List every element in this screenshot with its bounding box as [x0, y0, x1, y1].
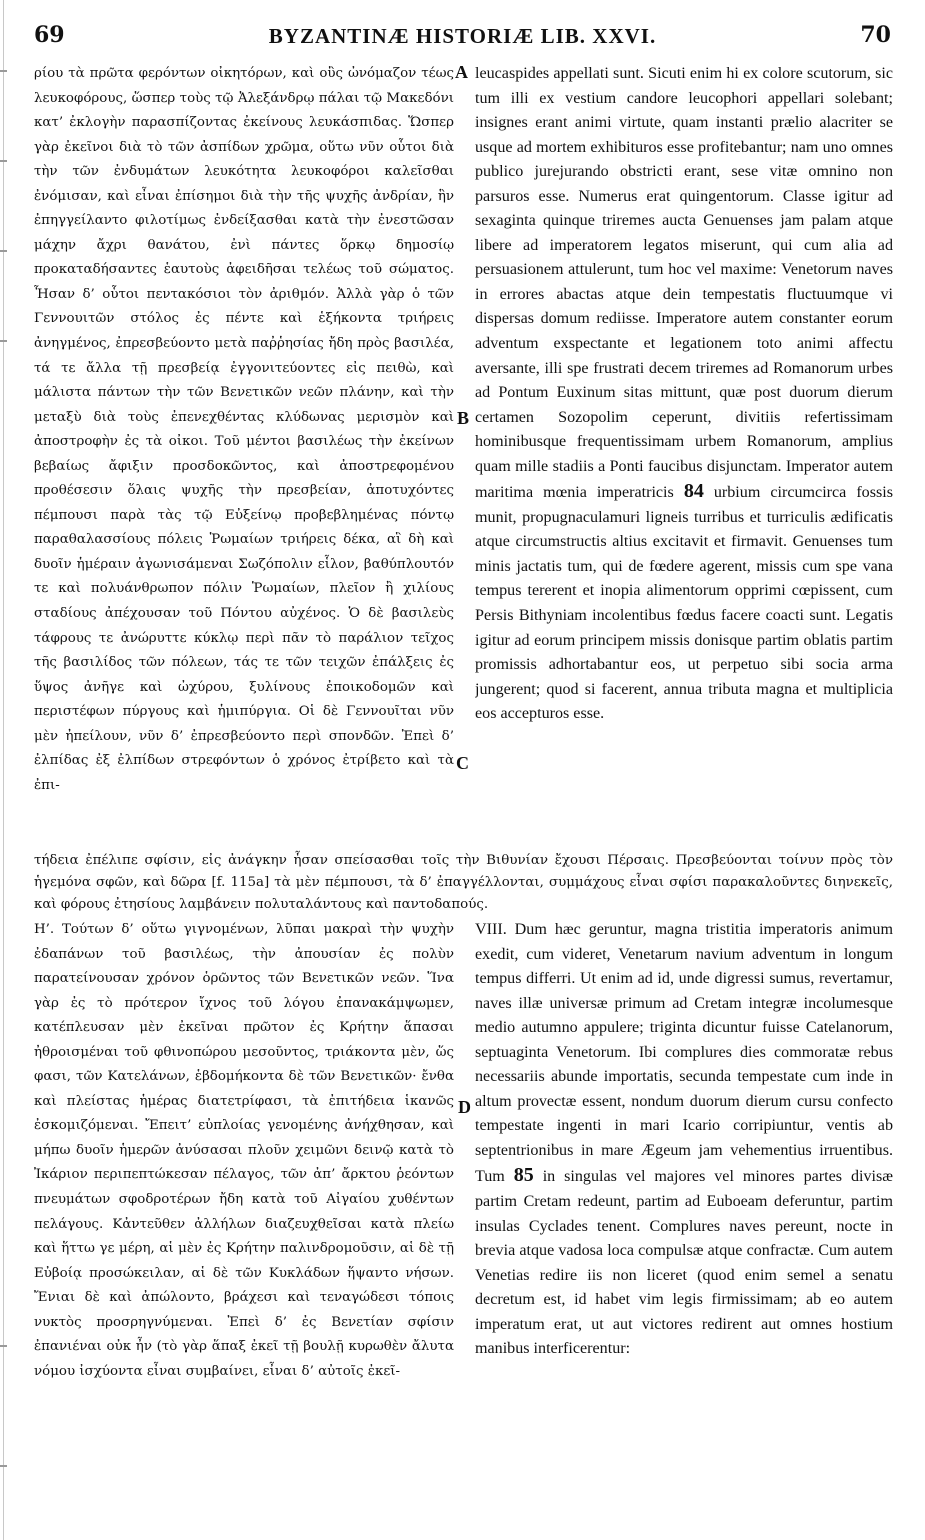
- section-marker-c: C: [456, 753, 469, 773]
- reference-number: 85: [513, 1164, 534, 1187]
- greek-column-top: [34, 62, 454, 850]
- greek-column-bottom: [34, 918, 454, 1518]
- edge-mark: [0, 340, 7, 342]
- greek-full-width-passage: [34, 850, 893, 920]
- edge-mark: [0, 160, 7, 162]
- greek-paragraph: τήδεια ἐπέλιπε σφίσιν, εἰς ἀνάγκην ἧσαν σπείσασθαι τοῖς τὴν Βιθυνίαν ἔχουσι Πέρσαις. Πρεσβεύονται τοίνυν πρὸς τὸν ἡγεμόνα σφῶν, καὶ δῶρα [f. 115a] τὰ μὲν πέμπουσι, τὰ δ’ ἐπαγγέλλονται, συμμάχους εἶναι σφίσι παρακαλοῦντες διηνεκεῖς, καὶ φόρους ἐτησίους λαμβάνειν πολυταλάντους καὶ παντοδαπούς.: [34, 853, 893, 912]
- latin-paragraph: [475, 918, 893, 1362]
- running-header: [34, 22, 891, 62]
- latin-text: in singulas vel majores vel minores partes divisæ partim Cretam redeunt, partim ad Euboeam deferuntur, partim insulas Cyclades tenent. Complures naves pereunt, nocte in brevia atque vadosa loca compulsæ atque confractæ. Cum autem Venetias redire iis non liceret (quod enim semel a senatu decretum est, id habet vim legis firmissimam; ab eo autem imperatum erat, ut aut victores redirent aut omnes hostium manibus interficerentur:: [475, 1168, 893, 1358]
- binding-edge: [3, 0, 4, 1540]
- section-marker-b: B: [457, 408, 470, 428]
- greek-paragraph: Η’. Τούτων δ’ οὕτω γιγνομένων, λῦπαι μακραὶ τὴν ψυχὴν ἐδαπάνων τοῦ βασιλέως, τὴν ἀπουσίαν ἐς πολὺν παρατείνουσαν χρόνον ὁρῶντος τῶν Βενετικῶν νεῶν. Ἵνα γὰρ ἐς τὸ πρότερον ἴχνος τοῦ λόγου ἐπανακάμψωμεν, κατέπλευσαν μὲν ἐκεῖναι πρῶτον ἐς Κρήτην ἅπασαι ἠθροισμέναι τοῦ φθινοπώρου μεσοῦντος, τριάκοντα μὲν, ὥς φασι, τῶν Κατελάνων, ἑβδομήκοντα δὲ τῶν Βενετικῶν· ἔνθα καὶ πλείστας ἡμέρας διατετρίφασι, τὰ ἐπιτήδεια ἱκανῶς ἐσκομιζόμεναι. Ἔπειτ’ εὐπλοίας γενομένης ἀνήχθησαν, καὶ μήπω δυοῖν ἡμερῶν ἀνύσασαι πλοῦν χειμῶνι δεινῷ κατὰ τὸ Ἰκάριον περιπεπτώκεσαν πέλαγος, τῶν ἀπ’ ἄρκτου ῥεόντων πνευμάτων σφοδροτέρων ἤδη κατὰ τοῦ Αἰγαίου χυθέντων πελάγους. Κἀντεῦθεν ἀλλήλων διαζευχθεῖσαι κατὰ πλείω καὶ ἥττω γε μέρη, αἱ μὲν ἐς Κρήτην παλινδρομοῦσιν, αἱ δὲ τῇ Εὐβοίᾳ προσώκειλαν, αἱ δὲ τῶν Κυκλάδων ἥψαντο νήσων. Ἔνιαι δὲ καὶ ἀπώλοντο, βράχεσι καὶ τεναγώδεσι τόποις νυκτὸς προσρηγνύμεναι. Ἐπεὶ δ’ ἐς Βενετίαν σφίσιν ἐπανιέναι οὐκ ἦν (τὸ γὰρ ἅπαξ ἐκεῖ τῇ βουλῇ κυρωθὲν ἄλυτα νόμου ἰσχύοντα εἶναι συμβαίνει, εἶναι δ’ αὐτοῖς ἐκεῖ-: [34, 922, 454, 1379]
- page-number-right: 70: [860, 22, 891, 48]
- edge-mark: [0, 250, 7, 252]
- running-title: BYZANTINÆ HISTORIÆ LIB. XXVI.: [268, 24, 657, 48]
- latin-paragraph: [475, 62, 893, 727]
- section-marker-d: D: [458, 1097, 471, 1117]
- edge-mark: [0, 70, 7, 72]
- latin-column-bottom: [475, 918, 893, 1518]
- edge-mark: [0, 1345, 7, 1347]
- greek-paragraph: ρίου τὰ πρῶτα φερόντων οἰκητόρων, καὶ οὓς ὠνόμαζον τέως λευκοφόρους, ὥσπερ τοὺς τῷ Ἀλεξάνδρῳ πάλαι τῷ Μακεδόνι κατ’ ἐκλογὴν παρασπίζοντας ἐκείνους λευκάσπιδας. Ὥσπερ γὰρ ἐκεῖνοι διὰ τὸ τῶν ἀσπίδων χρῶμα, οὕτω νῦν οὗτοι διὰ τὴν τῶν ἐνδυμάτων λευκότητα λευκοφόροι καλεῖσθαι ἐνόμισαν, καὶ εἶναι ἐπίσημοι διὰ τὴν τῆς ψυχῆς ἀνδρίαν, ἣν ἐπηγγείλαντο φιλοτίμως ἐνδείξασθαι κατὰ τὴν ἐνεστῶσαν μάχην ἄχρι θανάτου, ἐνὶ πάντες ὅρκῳ δημοσίῳ προκαταδήσαντες ἑαυτοὺς ἀφειδῆσαι τελέως τοῦ σώματος. Ἦσαν δ’ οὗτοι πεντακόσιοι τὸν ἀριθμόν. Ἀλλὰ γὰρ ὁ τῶν Γεννουιτῶν στόλος ἐς πέντε καὶ ἑξήκοντα τριήρεις ἀνηγμένος, ἐπρεσβεύοντο μετὰ παῤῥησίας ἤδη πρὸς βασιλέα, τά τε ἄλλα τῇ πρεσβείᾳ ἐγγονιτεύοντες εἰς πειθὼ, καὶ μάλιστα πάντων τὴν τῶν Βενετικῶν νεῶν πλάνην, καὶ τὴν μεταξὺ διὰ τοὺς ἐπενεχθέντας κλύδωνας μερισμὸν καὶ ἀποστροφὴν ἐς τὰ οἰκοι. Τοῦ μέντοι βασιλέως τὴν ἐκείνων βεβαίως ἄφιξιν προσδοκῶντος, καὶ ἀποστρεφομένου προθέσεσιν ὅλαις ψυχῆς τὴν πρεσβείαν, ἀποτυχόντες πέμπουσι παρὰ τὰς τῷ Εὐξείνῳ προβεβλημένας πόντῳ παραθαλασσίους πόλεις Ῥωμαίων τριήρεις δέκα, αἳ δὴ καὶ δυοῖν ἡμέραιν ἀγωνισάμεναι Σωζόπολιν εἷλον, βαθύπλουτόν τε καὶ πολυάνθρωπον πόλιν Ῥωμαίων, πλεῖον ἢ χιλίους σταδίους ἀπέχουσαν τοῦ Πόντου αὐχένος. Ὁ δὲ βασιλεὺς τάφρους τε ἀνώρυττε κύκλῳ περὶ πᾶν τὸ παράλιον τεῖχος τῆς βασιλίδος τῶν πόλεων, τάς τε τῶν τειχῶν ἐπάλξεις ἐς ὕψος ἀνῆγε καὶ ὠχύρου, ξυλίνους ἐποικοδομῶν καὶ περιστέφων πύργους καὶ ἡμιπύργια. Οἱ δὲ Γεννουῖται νῦν μὲν ἠπείλουν, νῦν δ’ ἐπρεσβεύοντο περὶ σπονδῶν. Ἐπεὶ δ’ ἐλπίδας ἐξ ἐλπίδων στρεφόντων ὁ χρόνος ἐτρίβετο καὶ τὰ ἐπι-: [34, 66, 454, 793]
- latin-text: leucaspides appellati sunt. Sicuti enim hi ex colore scutorum, sic tum illi ex vestium candore leucophori appellari solebant; insignes erant animi virtute, quam instanti prælio alacriter se usque ad mortem exhibituros esse profitebantur; nam uno omnes publico jurejurando obstricti erant, sese vitæ omnino non parsuros esse. Numerus erat quingentorum. Classe igitur ad sexaginta quinque triremes aucta Genuenses jam palam atque libere ad imperatorem legatos miserunt, qui cum alia ad persuasionem attulerunt, tum hoc vel maxime: Venetorum naves in errores abactas atque dein tempestatis fluctuumque vi dispersas domum rediisse. Imperatore autem constanter eorum adventum exspectante et legationem toto animi affectu aversante, illi spe frustrati decem triremes ad Romanorum urbes ad Pontum Euxinum sitas mittunt, quæ post duorum dierum certamen Sozopolim ceperunt, divitiis refertissimam hominibusque frequentissimam urbem Romanorum, amplius quam mille stadiis a Ponti faucibus disjunctam. Imperator autem maritima mœnia imperatricis: [475, 65, 893, 502]
- latin-column-top: [475, 62, 893, 850]
- latin-text: urbium circumcirca fossis munit, propugnaculamuri ligneis turribus et turriculis ædificatis atque circumstructis altius excitavit et firmavit. Genuenses tum minis jactatis tum, qui de fœdere agerent, missis cum spe vana tempus tererent et inopia alimentorum opprimi cœpissent, cum Persis Bithyniam incolentibus fœdus facere coacti sunt. Legatis igitur ad eorum principem missis donisque partim oblatis partim promissis adhortabantur eos, ut perpetuo sibi socia arma jungerent; quod si facerent, annua tributa magna et multiplicia eos accepturos esse.: [475, 484, 893, 723]
- reference-number: 84: [683, 480, 704, 503]
- page-number-left: 69: [34, 22, 65, 48]
- section-marker-a: A: [455, 62, 468, 82]
- latin-text: VIII. Dum hæc geruntur, magna tristitia imperatoris animum exedit, cum videret, Venetarum navium adventum in longum tempus differri. Ut enim ad id, unde digressi sumus, revertamur, naves illæ universæ primum ad Cretam integræ incolumesque medio autumno appulere; triginta dicuntur fuisse Catelanorum, septuaginta Venetorum. Ibi complures dies commoratæ rebus necessariis abunde importatis, secunda tempestate cum inde in altum provectæ essent, nondum duorum dierum cursu confecto tempestate ingenti in mari Icario corripiuntur, ventis ab septentrionibus in mare Ægeum jam vehementius irruentibus. Tum: [475, 921, 893, 1186]
- edge-mark: [0, 1465, 7, 1467]
